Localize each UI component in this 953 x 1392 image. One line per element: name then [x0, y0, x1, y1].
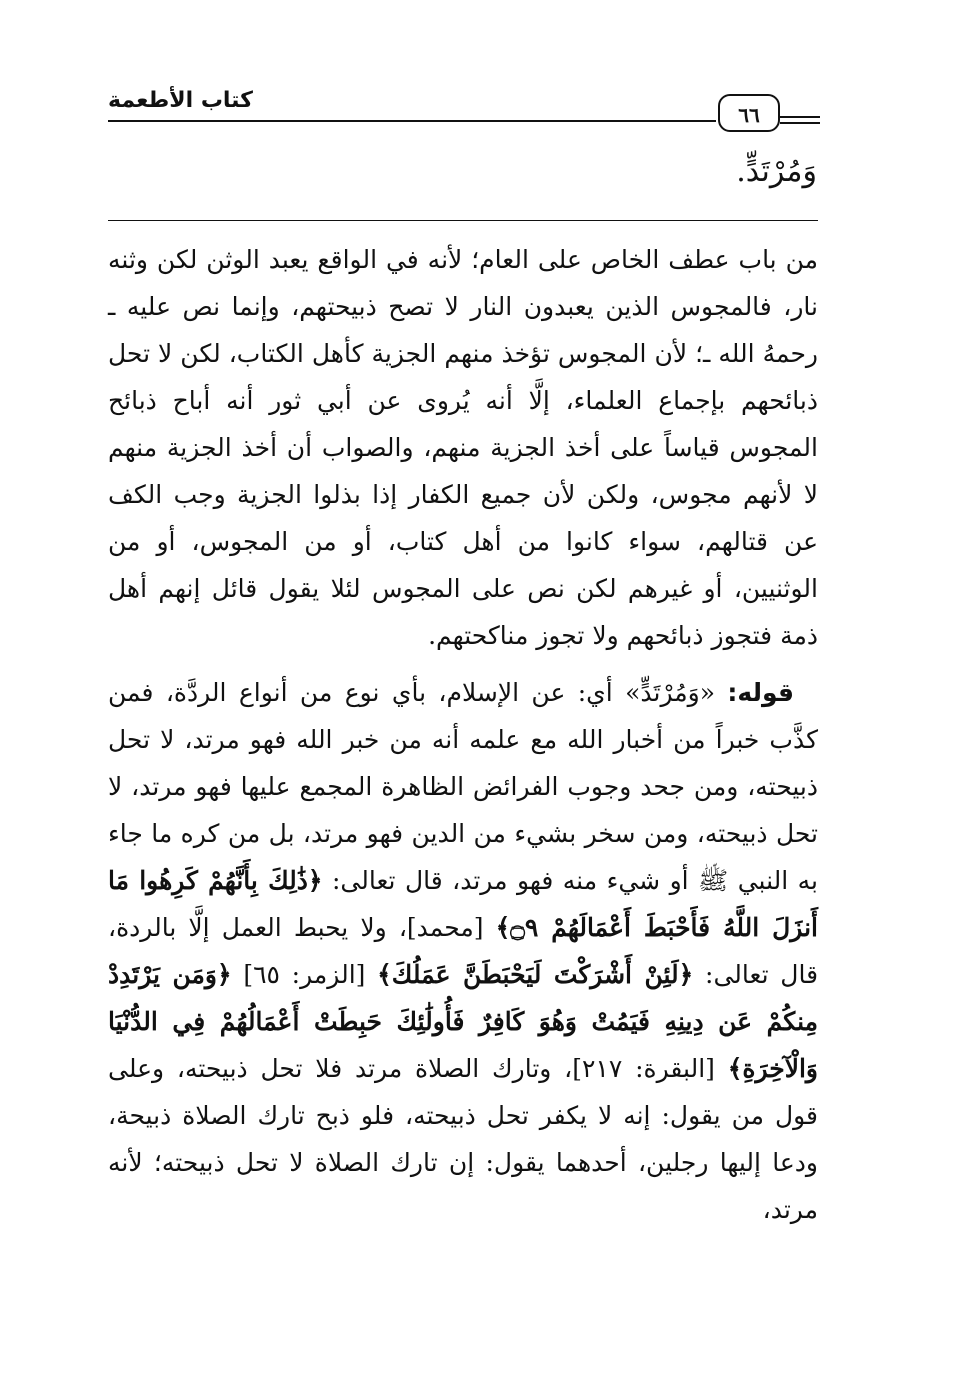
matn-separator: [108, 220, 818, 221]
paragraph-text: أي: عن الإسلام، بأي نوع من أنواع الردَّة، فمن كذَّب خبراً من أخبار الله مع علمه أنه من خبر الله فهو مرتد، لا تحل ذبيحته، ومن جحد وجوب الفرائض الظاهرة المجمع عليها فهو مرتد، لا تحل ذبيحته، ومن سخر بشيء من الدين فهو مرتد، بل من كره ما جاء به النبي ﷺ أو شيء منه فهو مرتد، قال تعالى:: [108, 678, 818, 895]
paragraph-text: وتارك الصلاة مرتد فلا تحل ذبيحته، وعلى قول من يقول: إنه لا يكفر تحل ذبيحته، فلو ذبح تارك الصلاة ذبيحة، ودعا إليها رجلين، أحدهما يقول: إن تارك الصلاة لا تحل ذبيحته؛ لأنه مرتد،: [108, 1054, 818, 1224]
verse-reference: [البقرة: ٢١٧]،: [564, 1054, 715, 1083]
commentary-paragraph-2: [108, 669, 818, 1233]
quran-verse: ﴿لَئِنْ أَشْرَكْتَ لَيَحْبَطَنَّ عَمَلُكَ﴾: [377, 960, 694, 989]
quran-verse: ﴿ذَٰلِكَ بِأَنَّهُمْ كَرِهُوا مَا أَنزَلَ اللَّهُ فَأَحْبَطَ أَعْمَالَهُمْ ۝٩﴾: [108, 866, 818, 942]
header-rule: [108, 120, 716, 122]
page-header: [108, 86, 818, 136]
page-number: ٦٦: [718, 94, 780, 132]
header-rule-line: [780, 116, 820, 118]
header-rule-line: [780, 122, 820, 124]
paragraph-text: ولا يحبط العمل إلَّا بالردة، قال تعالى:: [108, 913, 819, 989]
lead-term: قوله:: [727, 678, 795, 707]
quoted-term: «وَمُرْتَدٍّ»: [625, 678, 716, 707]
verse-reference: [محمد]،: [398, 913, 484, 942]
verse-reference: [الزمر: ٦٥]: [243, 960, 366, 989]
header-double-rule: [780, 116, 820, 128]
book-title: كتاب الأطعمة: [108, 88, 253, 113]
matn-text: وَمُرْتَدٍّ.: [736, 154, 817, 189]
commentary-body: [108, 236, 818, 1233]
commentary-paragraph-1: من باب عطف الخاص على العام؛ لأنه في الواقع يعبد الوثن لكن وثنه نار، فالمجوس الذين يعبدون النار لا تصح ذبيحتهم، وإنما نص عليه ـ رحمهُ الله ـ؛ لأن المجوس تؤخذ منهم الجزية كأهل الكتاب، لكن لا تحل ذبائحهم بإجماع العلماء، إلَّا أنه يُروى عن أبي ثور أنه أباح ذبائح المجوس قياساً على أخذ الجزية منهم، والصواب أن أخذ الجزية منهم لا لأنهم مجوس، ولكن لأن جميع الكفار إذا بذلوا الجزية وجب الكف عن قتالهم، سواء كانوا من أهل كتاب، أو من المجوس، أو من الوثنيين، أو غيرهم لكن نص على المجوس لئلا يقول قائل إنهم أهل ذمة فتجوز ذبائحهم ولا تجوز مناكحتهم.: [108, 245, 818, 650]
quran-verse: ﴿وَمَن يَرْتَدِدْ مِنكُمْ عَن دِينِهِ فَيَمُتْ وَهُوَ كَافِرٌ فَأُولَٰئِكَ حَبِطَتْ أَعْمَالُهُمْ فِي الدُّنْيَا وَالْآخِرَةِ﴾: [108, 960, 818, 1083]
